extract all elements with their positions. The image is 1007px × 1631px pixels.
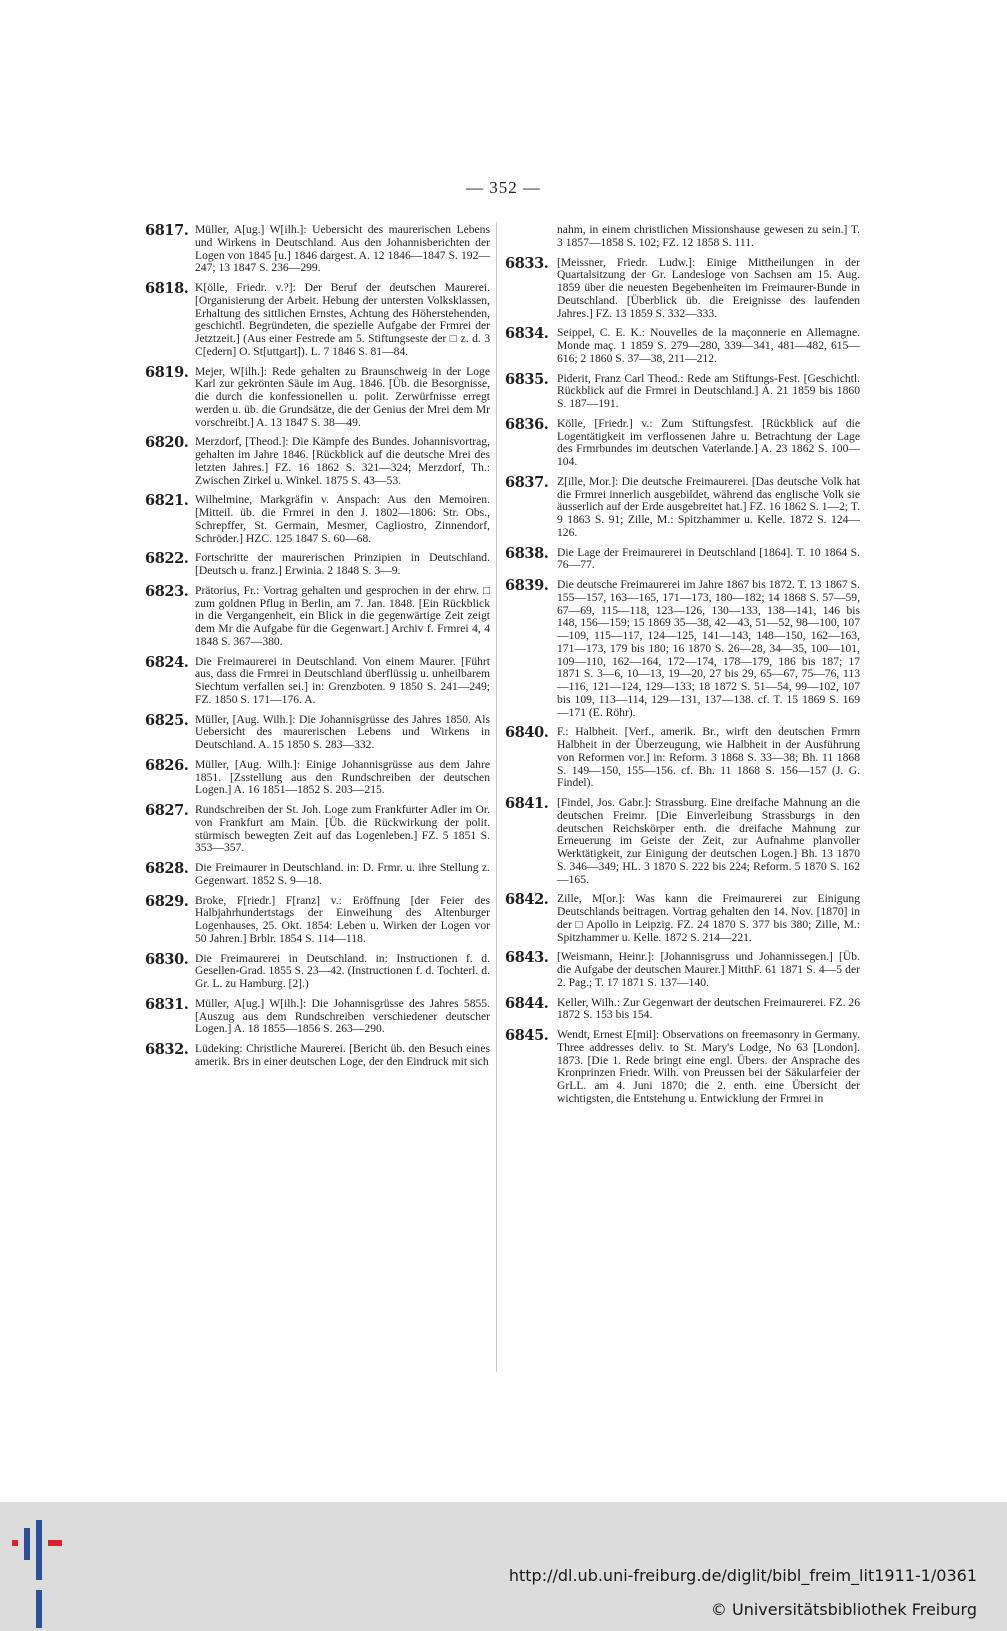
bibliography-entry [505,415,860,469]
bibliography-entry [145,363,490,430]
bibliography-entry [505,327,860,365]
bibliography-entry [145,436,490,487]
entry-text: Lüdeking: Christliche Maurerei. [Bericht üb. den Besuch eines amerik. Brs in einer deutschen Loge, der den Eindruck mit sich [195,1042,490,1068]
bibliography-entry [505,994,860,1023]
bibliography-entry [505,544,860,573]
bibliography-entry [145,282,490,359]
entry-text: Broke, F[riedr.] F[ranz] v.: Eröffnung [der Feier des Halbjahrhundertstags der Einweihung des Altenburger Logenhauses, 25. Okt. 1854: Leben u. Wirken der Logen vor 50 Jahren.] Brblr. 1854 S. 114—118. [195,893,490,945]
bibliography-entry [145,582,490,649]
bibliography-entry [145,224,490,275]
entry-text: Seippel, C. E. K.: Nouvelles de la maçonnerie en Allemagne. Monde maç. 1 1859 S. 279—280, 339—341, 481—482, 615—616; 2 1860 S. 37—38, 211—212. [557,326,860,365]
entry-number: 6822. [145,550,189,568]
entry-text: Die Freimaurerei in Deutschland. Von einem Maurer. [Führt aus, dass die Frmrei in Deutschland überflüssig u. unheilbarem Siechtum verfallen sei.] in: Grenzboten. 9 1850 S. 241—249; FZ. 1850 S. 171—176. A. [195,654,490,706]
bibliography-entry [145,711,490,752]
entry-text: [Findel, Jos. Gabr.]: Strassburg. Eine dreifache Mahnung an die deutschen Freimr. [Die Einverleibung Strassburgs in den deutschen Reichskörper enth. die dreifache Mahnung zur Erneuerung im Geiste der Zeit, zur Aufnahme planvoller Werktätigkeit, zur Einigung der deutschen Logen.] Bh. 13 1870 S. 346—349; HL. 3 1870 S. 222 bis 224; Reform. 5 1870 S. 162—165. [557,796,860,886]
entry-number: 6842. [505,891,549,909]
entry-number: 6832. [145,1041,189,1058]
entry-number: 6825. [145,711,189,729]
bibliography-entry [145,494,490,545]
entry-number: 6835. [505,370,549,388]
right-column [505,224,860,1113]
bibliography-entry [505,951,860,989]
entry-number: 6820. [145,434,189,452]
entry-number: 6830. [145,950,189,968]
entry-number: 6837. [505,473,549,491]
bibliography-entry [505,579,860,719]
entry-text: Z[ille, Mor.]: Die deutsche Freimaurerei. [Das deutsche Volk hat die Frmrei innerlich ausgebildet, während das englische Volk sie äusserlich auf der Erde ausgebreitet hat.] FZ. 16 1862 S. 1—2; T. 9 1863 S. 91; Zille, M.: Spitzhammer u. Kelle. 1872 S. 124—126. [557,474,860,539]
entry-number: 6833. [505,254,549,272]
entry-text: Kölle, [Friedr.] v.: Zum Stiftungsfest. [Rückblick auf die Logentätigkeit im verflossenen Jahre u. Betrachtung der Lage des Frmrbundes im deutschen Vaterlande.] A. 23 1862 S. 100—104. [557,416,860,468]
entry-number: 6845. [505,1027,549,1044]
entry-number: 6829. [145,892,189,910]
entry-number: 6821. [145,492,189,510]
entry-text: [Weismann, Heinr.]: [Johannisgruss und Johannissegen.] [Üb. die Aufgabe der deutschen Maurer.] MitthF. 61 1871 S. 4—5 der 2. Pag.; T. 17 1871 S. 137—140. [557,950,860,989]
entry-number: 6828. [145,860,189,877]
entry-number: 6818. [145,280,189,297]
entry-continuation: nahm, in einem christlichen Missionshause gewesen zu sein.] T. 3 1857—1858 S. 102; FZ. 12 1858 S. 111. [557,223,860,249]
bibliography-entry [145,995,490,1036]
bibliography-entry [145,756,490,797]
bibliography-entry [505,797,860,886]
entry-number: 6843. [505,949,549,967]
entry-text: Wendt, Ernest E[mil]: Observations on freemasonry in Germany. Three addresses deliv. to St. Mary's Lodge, No 63 [London]. 1873. [Die 1. Rede bringt eine engl. Übers. der Ansprache des Kronprinzen Friedr. Wilh. von Preussen bei der Säkularfeier der GrLL. am 4. Juni 1870; die 2. enth. eine Übersicht der wichtigsten, die Entstehung u. Entwicklung der Frmrei in [557,1028,860,1105]
bibliography-entry [505,726,860,790]
entry-text: Zille, M[or.]: Was kann die Freimaurerei zur Einigung Deutschlands beitragen. Vortrag gehalten den 14. Nov. [1870] in der □ Apollo in Leipzig. FZ. 24 1870 S. 377 bis 380; Zille, M.: Spitzhammer u. Kelle. 1872 S. 214—221. [557,892,860,944]
entry-number: 6826. [145,756,189,774]
left-column [145,224,490,1076]
bibliography-entry [145,653,490,707]
bibliography-entry [505,254,860,321]
entry-number: 6824. [145,653,189,671]
entry-text: Müller, [Aug. Wilh.]: Die Johannisgrüsse des Jahres 1850. Als Uebersicht des maurerischen Lebens und Wirkens in Deutschland. A. 15 1850 S. 283—332. [195,712,490,751]
entry-text: Die Freimaurer in Deutschland. in: D. Frmr. u. ihre Stellung z. Gegenwart. 1852 S. 9—18. [195,861,490,887]
entry-text: Wilhelmine, Markgräfin v. Anspach: Aus den Memoiren. [Mitteil. üb. die Frmrei in den J. 1802—1806: Str. Obs., Schrepffer, St. Germain, Mesmer, Cagliostro, Zinnendorf, Schröder.] HZC. 125 1847 S. 60—68. [195,493,490,545]
library-logo-icon [10,1520,68,1628]
entry-text: Die Freimaurerei in Deutschland. in: Instructionen f. d. Gesellen-Grad. 1855 S. 23—42. (Instructionen f. d. Tochterl. d. Gr. L. zu Hamburg. [2].) [195,951,490,990]
entry-number: 6841. [505,795,549,812]
entry-text: Müller, A[ug.] W[ilh.]: Die Johannisgrüsse des Jahres 5855. [Auszug aus dem Rundschreiben verschiedener deutscher Logen.] A. 18 1855—1856 S. 263—290. [195,996,490,1036]
entry-text: K[ölle, Friedr. v.?]: Der Beruf der deutschen Maurerei. [Organisierung der Arbeit. Hebung der untersten Volksklassen, Erhaltung des sittlichen Ernstes, Achtung des Höherstehenden, geschichtl. Begründeten, die spezielle Aufgabe der Frmrei der Jetztzeit.] (Aus einer Festrede am 5. Stiftungseste der □ z. d. 3 C[edern] O. St[uttgart]). L. 7 1846 S. 81—84. [195,281,490,358]
entry-text: Merzdorf, [Theod.]: Die Kämpfe des Bundes. Johannisvortrag, gehalten im Jahre 1846. [Rückblick auf die deutsche Mrei des letzten Jahres.] FZ. 16 1862 S. 321—324; Merzdorf, Th.: Zwischen Zirkel u. Winkel. 1875 S. 43—53. [195,435,490,487]
entry-number: 6844. [505,994,549,1012]
entry-number: 6817. [145,222,189,239]
bibliography-entry [505,370,860,411]
entry-number: 6831. [145,995,189,1013]
entry-text: Mejer, W[ilh.]: Rede gehalten zu Braunschweig in der Loge Karl zur gekrönten Säule im Aug. 1846. [Üb. die Besorgnisse, die durch die konfessionellen u. polit. Zerwürfnisse erregt werden u. üb. die Grundsätze, die der Genius der Mrei dem Mr vorschreibt.] A. 13 1847 S. 38—49. [195,364,490,429]
entry-number: 6823. [145,582,189,600]
bibliography-entry [145,804,490,855]
bibliography-entry [145,950,490,991]
entry-text: Piderit, Franz Carl Theod.: Rede am Stiftungs-Fest. [Geschichtl. Rückblick auf die Frmrei in Deutschland.] A. 21 1859 bis 1860 S. 187—191. [557,371,860,410]
bibliography-entry [145,862,490,888]
entry-number: 6840. [505,724,549,742]
bibliography-entry [505,1029,860,1106]
bibliography-entry [145,1043,490,1069]
entry-text: Die Lage der Freimaurerei in Deutschland [1864]. T. 10 1864 S. 76—77. [557,545,860,572]
bibliography-entry [145,892,490,946]
entry-number: 6834. [505,325,549,343]
entry-text: Müller, A[ug.] W[ilh.]: Uebersicht des maurerischen Lebens und Wirkens in Deutschland. Aus den Johannisberichten der Logen von 1845 [u.] 1846 dargest. A. 12 1846—1847 S. 192—247; 13 1847 S. 236—299. [195,223,490,275]
entry-number: 6819. [145,363,189,381]
entry-text: Prätorius, Fr.: Vortrag gehalten und gesprochen in der ehrw. □ zum goldnen Pflug in Berlin, am 7. Jan. 1848. [Ein Rückblick in die Vergangenheit, ein Blick in die gegenwärtige Zeit zeigt dem Mr die Aufgabe für die Gegenwart.] Archiv f. Frmrei 4, 4 1848 S. 367—380. [195,583,490,648]
page-number: — 352 — [466,178,541,197]
entry-number: 6836. [505,415,549,433]
bibliography-entry [145,552,490,578]
entry-number: 6838. [505,544,549,562]
entry-number: 6839. [505,577,549,594]
bibliography-entry [505,893,860,944]
copyright-notice: © Universitätsbibliothek Freiburg [710,1600,977,1619]
entry-text: [Meissner, Friedr. Ludw.]: Einige Mittheilungen in der Quartalsitzung der Gr. Landesloge von Sachsen am 15. Aug. 1859 über die neuesten Begebenheiten im Freimaurer-Bunde in Deutschland. [Überblick üb. die Ereignisse des laufenden Jahres.] FZ. 13 1859 S. 332—333. [557,255,860,320]
entry-text: Rundschreiben der St. Joh. Loge zum Frankfurter Adler im Or. von Frankfurt am Main. [Üb. die Rückwirkung der polit. stürmisch bewegten Zeit auf das Logenleben.] FZ. 5 1851 S. 353—357. [195,803,490,855]
document-url-link[interactable]: http://dl.ub.uni-freiburg.de/diglit/bibl_freim_lit1911-1/0361 [508,1566,977,1585]
entry-text: Müller, [Aug. Wilh.]: Einige Johannisgrüsse aus dem Jahre 1851. [Zsstellung aus den Rundschreiben der deutschen Logen.] A. 16 1851—1852 S. 203—215. [195,757,490,797]
entry-number: 6827. [145,802,189,819]
column-divider [496,222,497,1372]
entry-text: F.: Halbheit. [Verf., amerik. Br., wirft den deutschen Frmrn Halbheit in der Überzeugung, wie Halbheit in der Ausführung von Reformen vor.] in: Reform. 3 1868 S. 33—38; Bh. 11 1868 S. 149—150, 155—156. cf. Bh. 11 1868 S. 156—157 (J. G. Findel). [557,725,860,790]
bibliography-entry [505,473,860,540]
entry-text: Keller, Wilh.: Zur Gegenwart der deutschen Freimaurerei. FZ. 26 1872 S. 153 bis 154. [557,995,860,1022]
entry-text: Fortschritte der maurerischen Prinzipien in Deutschland. [Deutsch u. franz.] Erwinia. 2 1848 S. 3—9. [195,551,490,577]
entry-text: Die deutsche Freimaurerei im Jahre 1867 bis 1872. T. 13 1867 S. 155—157, 163—165, 171—173, 180—182; 14 1868 S. 57—59, 67—69, 115—118, 123—126, 130—133, 138—141, 146 bis 148, 156—159; 15 1869 35—38, 42—43, 51—52, 98—100, 107—109, 115—117, 124—125, 141—143, 148—150, 162—163, 171—173, 179 bis 180; 16 1870 S. 26—28, 34—35, 100—101, 109—110, 162—164, 172—174, 178—179, 186 bis 187; 17 1871 S. 3—6, 10—13, 19—20, 27 bis 29, 65—67, 75—76, 113—116, 121—124, 129—133; 18 1872 S. 51—54, 99—102, 107 bis 109, 113—114, 129—131, 137—138. cf. T. 15 1869 S. 169—171 (E. Röhr). [557,578,860,719]
